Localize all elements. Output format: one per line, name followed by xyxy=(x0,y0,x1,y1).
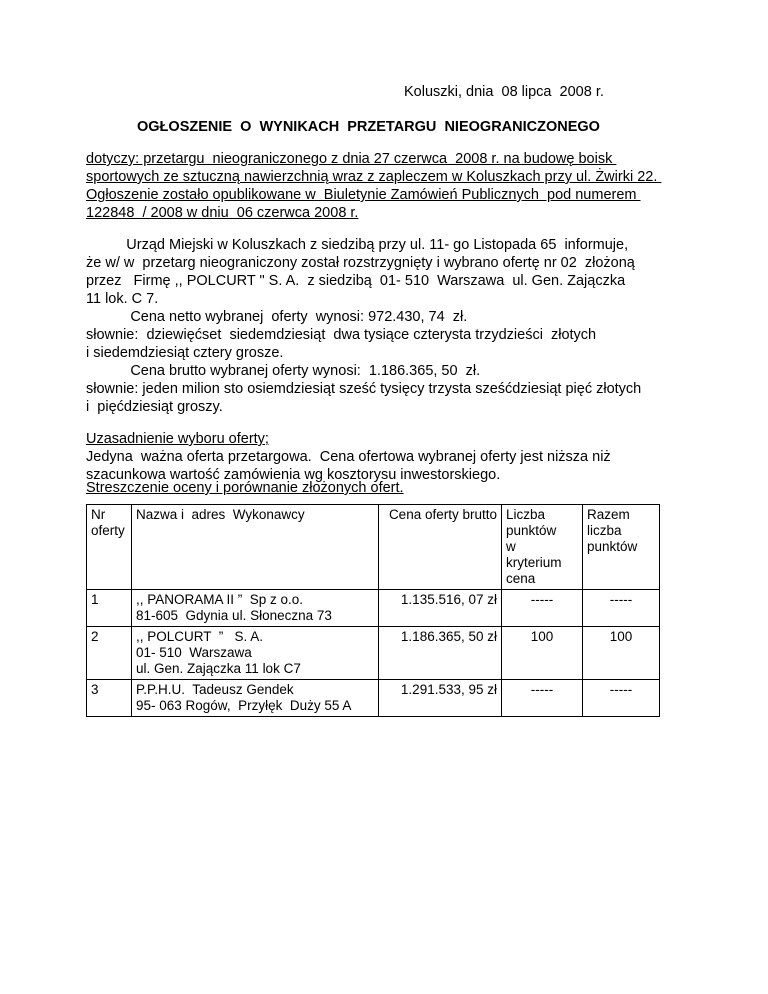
row-nr: 3 xyxy=(87,680,132,717)
body-line: że w/ w przetarg nieograniczony został rozstrzygnięty i wybrano ofertę nr 02 złożoną xyxy=(86,255,635,271)
row-price: 1.186.365, 50 zł xyxy=(379,627,502,680)
table-header-row xyxy=(87,505,660,590)
header-price: Cena oferty brutto xyxy=(379,505,502,590)
body-line: 11 lok. C 7. xyxy=(86,291,159,307)
row-price: 1.291.533, 95 zł xyxy=(379,680,502,717)
place-date: Koluszki, dnia 08 lipca 2008 r. xyxy=(404,84,604,100)
body-line: słownie: dziewięćset siedemdziesiąt dwa tysiące czterysta trzydzieści złotych xyxy=(86,327,597,343)
table-row xyxy=(87,680,660,717)
row-name: ,, PANORAMA II ” Sp z o.o. 81-605 Gdynia ul. Słoneczna 73 xyxy=(132,590,379,627)
header-name: Nazwa i adres Wykonawcy xyxy=(132,505,379,590)
row-points: ----- xyxy=(502,680,583,717)
row-sum: ----- xyxy=(583,680,660,717)
body-line: i pięćdziesiąt groszy. xyxy=(86,399,223,415)
row-name: P.P.H.U. Tadeusz Gendek 95- 063 Rogów, Przyłęk Duży 55 A xyxy=(132,680,379,717)
summary-heading: Streszczenie oceny i porównanie złożonych ofert. xyxy=(86,480,404,496)
body-line: i siedemdziesiąt cztery grosze. xyxy=(86,345,284,361)
subject-line: 122848 / 2008 w dniu 06 czerwca 2008 r. xyxy=(86,205,359,221)
offers-table xyxy=(86,504,660,717)
table-row xyxy=(87,627,660,680)
header-sum: Razem liczba punktów xyxy=(583,505,660,590)
body-line: Cena netto wybranej oferty wynosi: 972.430, 74 zł. xyxy=(86,309,468,325)
row-sum: 100 xyxy=(583,627,660,680)
body-line: Cena brutto wybranej oferty wynosi: 1.186.365, 50 zł. xyxy=(86,363,481,379)
justification-heading: Uzasadnienie wyboru oferty; xyxy=(86,431,269,447)
document-title: OGŁOSZENIE O WYNIKACH PRZETARGU NIEOGRANICZONEGO xyxy=(137,119,600,135)
body-line: słownie: jeden milion sto osiemdziesiąt sześć tysięcy trzysta sześćdziesiąt pięć złotych xyxy=(86,381,642,397)
row-nr: 2 xyxy=(87,627,132,680)
subject-line: sportowych ze sztuczną nawierzchnią wraz z zapleczem w Koluszkach przy ul. Żwirki 22. xyxy=(86,169,662,185)
row-price: 1.135.516, 07 zł xyxy=(379,590,502,627)
subject-line: Ogłoszenie zostało opublikowane w Biuletynie Zamówień Publicznych pod numerem xyxy=(86,187,641,203)
row-points: 100 xyxy=(502,627,583,680)
subject-line: dotyczy: przetargu nieograniczonego z dnia 27 czerwca 2008 r. na budowę boisk xyxy=(86,151,617,167)
row-name: ,, POLCURT ” S. A. 01- 510 Warszawa ul. Gen. Zajączka 11 lok C7 xyxy=(132,627,379,680)
header-nr: Nr oferty xyxy=(87,505,132,590)
justification-line: szacunkowa wartość zamówienia wg kosztorysu inwestorskiego. xyxy=(86,467,501,483)
header-points: Liczba punktów w kryterium cena xyxy=(502,505,583,590)
row-sum: ----- xyxy=(583,590,660,627)
row-points: ----- xyxy=(502,590,583,627)
table-row xyxy=(87,590,660,627)
row-nr: 1 xyxy=(87,590,132,627)
justification-line: Jedyna ważna oferta przetargowa. Cena ofertowa wybranej oferty jest niższa niż xyxy=(86,449,611,465)
body-line: Urząd Miejski w Koluszkach z siedzibą przy ul. 11- go Listopada 65 informuje, xyxy=(86,237,629,253)
body-line: przez Firmę ,, POLCURT " S. A. z siedzibą 01- 510 Warszawa ul. Gen. Zajączka xyxy=(86,273,626,289)
